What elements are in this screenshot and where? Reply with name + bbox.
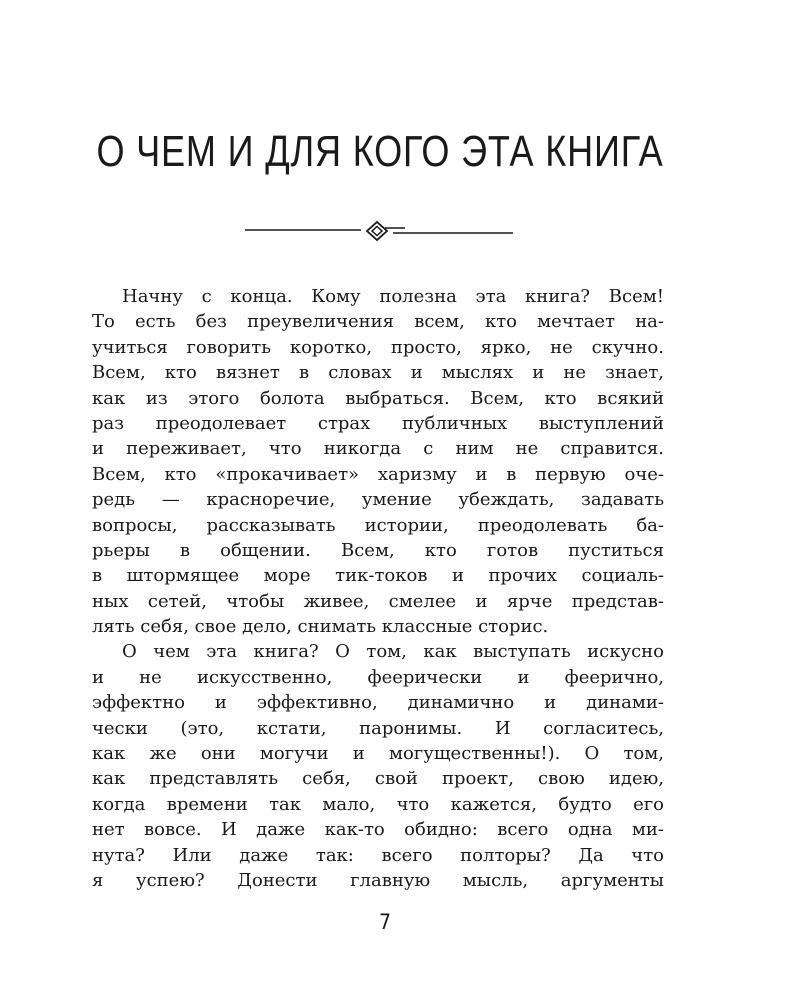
text-line: лять себя, свое дело, снимать классные сторис. — [92, 616, 549, 638]
text-line: и переживает, что никогда с ним не справится. — [92, 438, 664, 460]
text-line: как же они могучи и могущественны!). О том, — [92, 743, 664, 765]
page-number: 7 — [378, 910, 392, 934]
body-text — [92, 284, 664, 893]
text-line: ных сетей, чтобы живее, смелее и ярче представ- — [92, 590, 664, 612]
text-line: я успею? Донести главную мысль, аргументы — [92, 869, 664, 891]
text-line: раз преодолевает страх публичных выступлений — [92, 412, 664, 434]
text-line: То есть без преувеличения всем, кто мечтает на- — [92, 311, 664, 333]
text-line: редь — красноречие, умение убеждать, задавать — [92, 489, 664, 511]
text-line: и не искусственно, феерически и фееричнo, — [92, 666, 664, 688]
text-line: нет вовсе. И даже как-то обидно: всего одна ми- — [92, 819, 664, 841]
text-line: как из этого болота выбраться. Всем, кто всякий — [92, 387, 664, 409]
text-line: когда времени так мало, что кажется, будто его — [92, 793, 664, 815]
text-line: О чем эта книга? О том, как выступать искусно — [122, 641, 664, 663]
text-line: Всем, кто вязнет в словах и мыслях и не знает, — [92, 362, 664, 384]
text-line: вопросы, рассказывать истории, преодолевать ба- — [92, 514, 664, 536]
text-line: в штормящее море тик-токов и прочих социаль- — [92, 565, 664, 587]
text-line: чески (это, кстати, паронимы. И согласитесь, — [92, 717, 664, 739]
text-line: нута? Или даже так: всего полторы? Да что — [92, 844, 664, 866]
text-line: эффектно и эффективно, динамично и динами- — [92, 692, 664, 714]
text-line: как представлять себя, свой проект, свою идею, — [92, 768, 664, 790]
diamond-divider-icon — [245, 218, 513, 242]
text-line: Всем, кто «прокачивает» харизму и в первую оче- — [92, 463, 664, 485]
chapter-title: О ЧЕМ И ДЛЯ КОГО ЭТА КНИГА — [96, 127, 664, 176]
text-line: Начну с конца. Кому полезна эта книга? Всем! — [122, 286, 664, 307]
text-line: рьеры в общении. Всем, кто готов пуститься — [92, 539, 664, 561]
text-line: учиться говорить коротко, просто, ярко, не скучно. — [92, 336, 664, 358]
